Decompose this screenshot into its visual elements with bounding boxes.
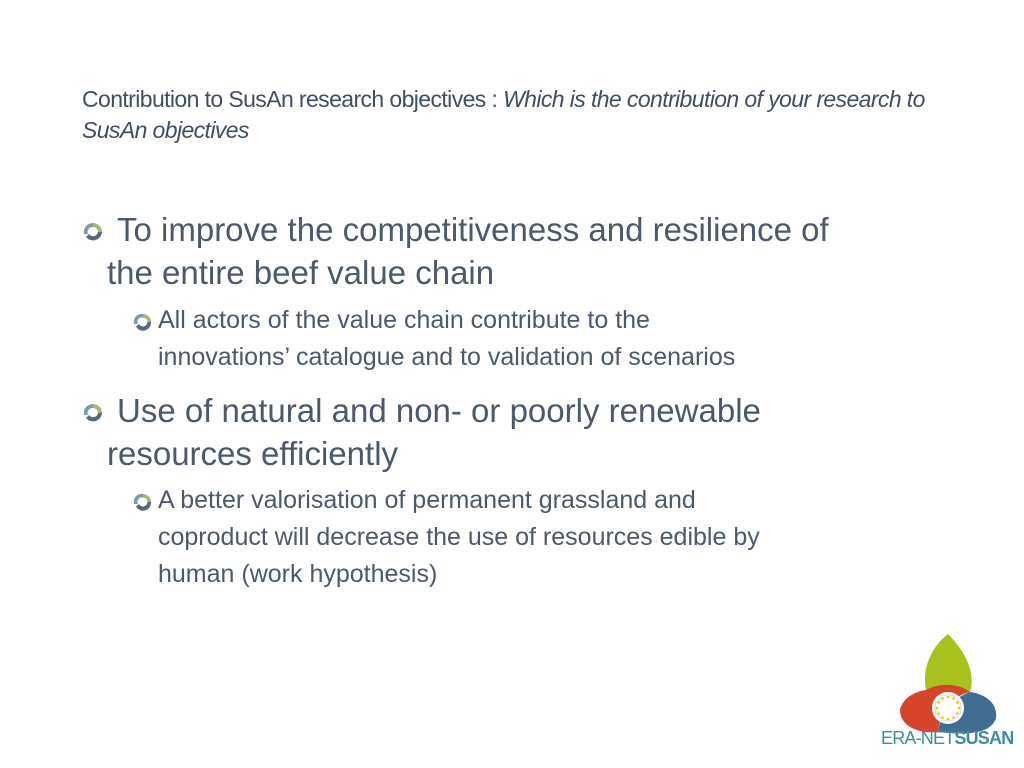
bullet-item (80, 389, 940, 475)
sub-bullet-item (131, 302, 931, 376)
bullet-text-line: coproduct will decrease the use of resources edible by (158, 523, 760, 551)
logo-prefix: ERA-NET (881, 728, 955, 748)
bullet-text-line: All actors of the value chain contribute to the (158, 306, 650, 334)
bullet-text-line: Use of natural and non- or poorly renewable (117, 392, 761, 429)
bullet-text-line: human (work hypothesis) (158, 560, 438, 588)
title-normal: Contribution to SusAn research objectives : (82, 86, 504, 112)
bullet-swirl-icon (131, 311, 155, 331)
bullet-text-line: To improve the competitiveness and resilience of (117, 211, 829, 248)
bullet-text-line: resources efficiently (107, 435, 399, 472)
logo-wordmark (881, 728, 1013, 749)
bullet-swirl-icon (80, 220, 106, 242)
bullet-text-line: innovations’ catalogue and to validation of scenarios (158, 343, 736, 371)
bullet-text-line: A better valorisation of permanent grassland and (158, 486, 696, 514)
bullet-swirl-icon (131, 491, 155, 511)
sub-bullet-item (131, 482, 931, 593)
bullet-text-line: the entire beef value chain (107, 254, 495, 291)
bullet-swirl-icon (80, 401, 106, 423)
bullet-item (80, 208, 940, 294)
title-italic: Which is the contribution of your research to SusAn objectives (82, 86, 925, 143)
logo-bold: SUSAN (954, 728, 1014, 748)
